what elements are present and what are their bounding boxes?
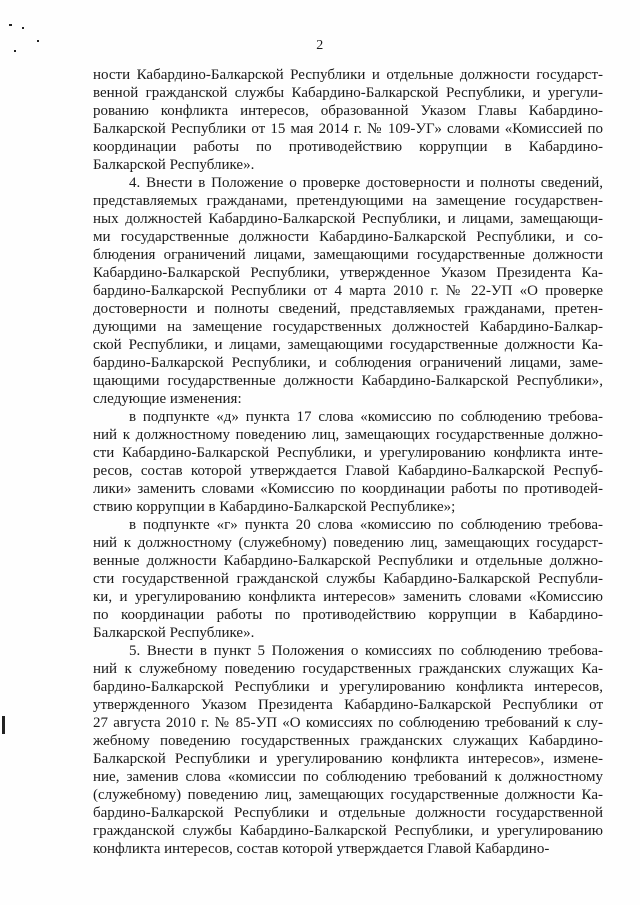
text-line: ствию коррупции в Кабардино-Балкарской Республике»; <box>93 499 456 515</box>
text-line: координации работы по противодействию коррупции в Кабардино- <box>93 139 603 155</box>
paragraph-item-4 <box>93 174 603 408</box>
scan-mark <box>9 24 12 26</box>
text-line: жебному поведению государственных гражданских служащих Кабардино- <box>93 733 603 749</box>
text-line: бардино-Балкарской Республики и урегулированию конфликта интересов, <box>93 679 603 695</box>
page-number: 2 <box>316 38 324 53</box>
text-line: Кабардино-Балкарской Республики, утвержденное Указом Президента Ка- <box>93 265 603 281</box>
scan-mark <box>2 716 5 734</box>
text-line: ресов, состав которой утверждается Главой Кабардино-Балкарской Респуб- <box>93 463 603 479</box>
text-line: в подпункте «д» пункта 17 слова «комиссию по соблюдению требова- <box>129 409 603 425</box>
text-line: ний к должностному (служебному) поведению лиц, замещающих государст- <box>93 535 603 551</box>
scan-mark <box>22 27 24 29</box>
text-line: Балкарской Республики и урегулированию конфликта интересов», измене- <box>93 751 603 767</box>
text-line: рованию конфликта интересов, образованной Указом Главы Кабардино- <box>93 103 603 119</box>
paragraph-item-5 <box>93 642 603 858</box>
text-line: сти Кабардино-Балкарской Республики, и урегулированию конфликта инте- <box>93 445 603 461</box>
text-line: гражданской службы Кабардино-Балкарской Республики, и урегулированию <box>93 823 603 839</box>
text-line: сти государственной гражданской службы Кабардино-Балкарской Республи- <box>93 571 603 587</box>
text-line: ми государственные должности Кабардино-Балкарской Республики, и со- <box>93 229 603 245</box>
text-line: ных должностей Кабардино-Балкарской Республики, и лицами, замещающи- <box>93 211 603 227</box>
text-line: венной гражданской службы Кабардино-Балкарской Республики, и урегули- <box>93 85 603 101</box>
text-line: (служебному) поведению лиц, замещающих государственные должности Ка- <box>93 787 603 803</box>
text-line: ки, и урегулированию конфликта интересов» заменить словами «Комиссию <box>93 589 603 605</box>
text-line: бардино-Балкарской Республики и отдельные должности государственной <box>93 805 603 821</box>
text-line: достоверности и полноты сведений, представляемых гражданами, претен- <box>93 301 603 317</box>
text-line: Балкарской Республике». <box>93 625 255 641</box>
text-line: в подпункте «г» пункта 20 слова «комиссию по соблюдению требова- <box>129 517 603 533</box>
text-line: 4. Внести в Положение о проверке достоверности и полноты сведений, <box>129 175 603 191</box>
text-line: Балкарской Республике». <box>93 157 255 173</box>
text-line: ние, заменив слова «комиссии по соблюдению требований к должностному <box>93 769 603 785</box>
text-line: по координации работы по противодействию коррупции в Кабардино- <box>93 607 603 623</box>
text-line: лики» заменить словами «Комиссию по координации работы по противодей- <box>93 481 603 497</box>
paragraph-subitem-d <box>93 408 603 516</box>
text-line: ности Кабардино-Балкарской Республики и отдельные должности государст- <box>93 67 603 83</box>
text-line: ской Республики, и лицами, замещающими государственные должности Ка- <box>93 337 603 353</box>
text-line: утвержденного Указом Президента Кабардино-Балкарской Республики от <box>93 697 603 713</box>
text-line: представляемых гражданами, претендующими на замещение государствен- <box>93 193 603 209</box>
text-line: конфликта интересов, состав которой утверждается Главой Кабардино- <box>93 841 550 857</box>
text-line: блюдения ограничений лицами, замещающими государственные должности <box>93 247 603 263</box>
text-line: следующие изменения: <box>93 391 242 407</box>
paragraph-subitem-g <box>93 516 603 642</box>
text-line: 5. Внести в пункт 5 Положения о комиссиях по соблюдению требова- <box>129 643 603 659</box>
text-line: 27 августа 2010 г. № 85-УП «О комиссиях по соблюдению требований к слу- <box>93 715 603 731</box>
text-line: ний к должностному поведению лиц, замещающих государственные должно- <box>93 427 603 443</box>
text-line: Балкарской Республики от 15 мая 2014 г. № 109-УГ» словами «Комиссией по <box>93 121 603 137</box>
text-line: щающими государственные должности Кабардино-Балкарской Республики», <box>93 373 603 389</box>
text-line: дующими на замещение государственных должностей Кабардино-Балкар- <box>93 319 603 335</box>
text-line: ний к служебному поведению государственных гражданских служащих Ка- <box>93 661 603 677</box>
text-line: венные должности Кабардино-Балкарской Республики и отдельные должно- <box>93 553 603 569</box>
text-line: бардино-Балкарской Республики от 4 марта 2010 г. № 22-УП «О проверке <box>93 283 603 299</box>
paragraph-continuation <box>93 66 603 174</box>
text-line: бардино-Балкарской Республики, и соблюдения ограничений лицами, заме- <box>93 355 603 371</box>
